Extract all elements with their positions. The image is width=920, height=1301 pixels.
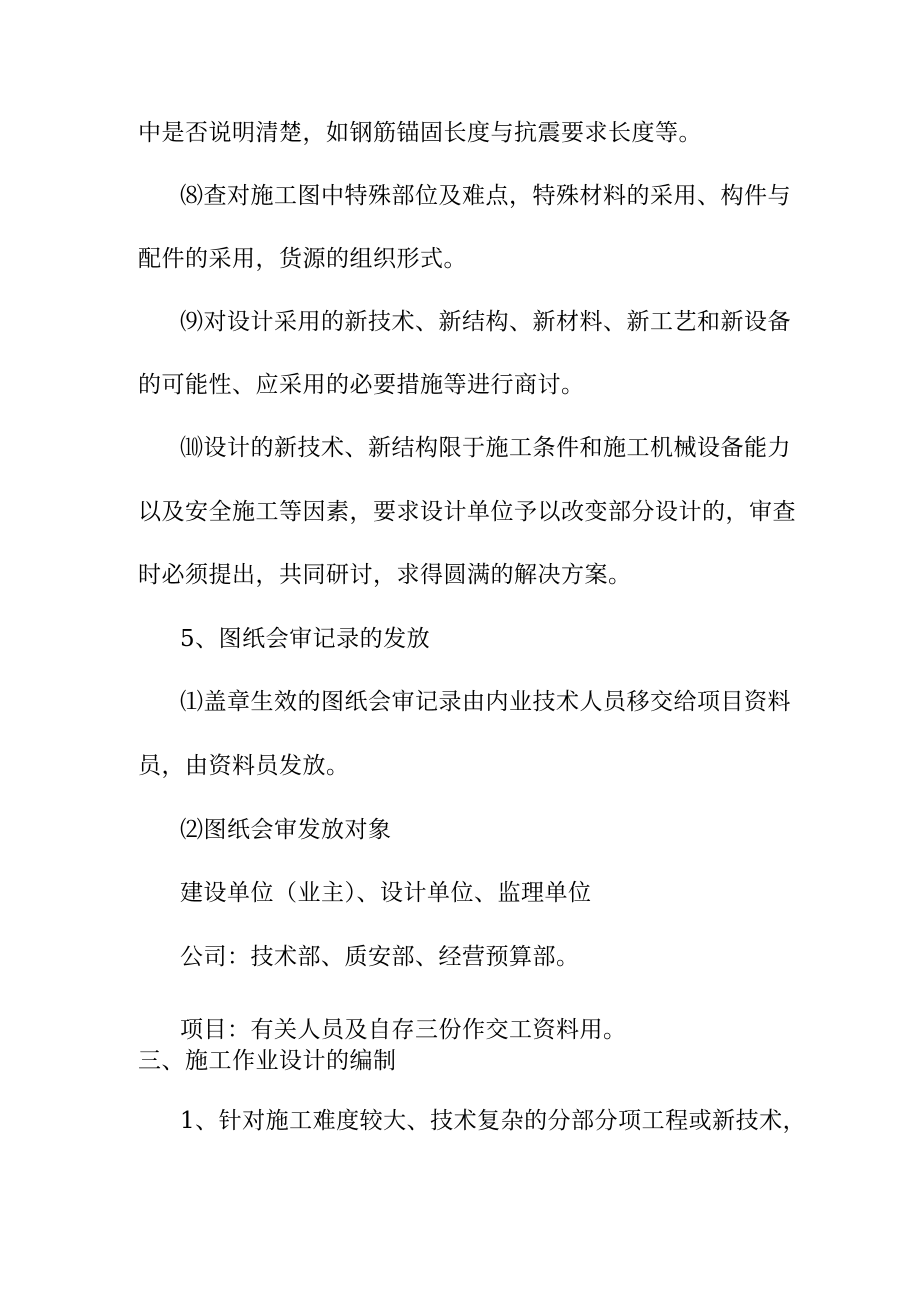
text-line: 的可能性、应采用的必要措施等进行商讨。 [138, 372, 585, 398]
text-line: 时必须提出，共同研讨，求得圆满的解决方案。 [138, 562, 632, 588]
text-line: ⑴盖章生效的图纸会审记录由内业技术人员移交给项目资料 [180, 689, 791, 715]
text-line: ⑼对设计采用的新技术、新结构、新材料、新工艺和新设备 [180, 309, 791, 335]
text-line: 建设单位（业主）、设计单位、监理单位 [180, 880, 592, 906]
text-line: ⑻查对施工图中特殊部位及难点，特殊材料的采用、构件与 [180, 183, 791, 209]
text-line: 中是否说明清楚，如钢筋锚固长度与抗震要求长度等。 [138, 120, 702, 146]
text-line: 1、针对施工难度较大、技术复杂的分部分项工程或新技术， [180, 1108, 807, 1134]
text-line: 以及安全施工等因素，要求设计单位予以改变部分设计的，审查 [138, 499, 796, 525]
text-line: 公司：技术部、质安部、经营预算部。 [180, 944, 580, 970]
section-heading: 5、图纸会审记录的发放 [180, 626, 431, 652]
text-line: 配件的采用，货源的组织形式。 [138, 246, 467, 272]
text-line: 项目：有关人员及自存三份作交工资料用。 [180, 1017, 627, 1043]
text-line: 员，由资料员发放。 [138, 753, 350, 779]
chapter-heading: 三、施工作业设计的编制 [138, 1048, 397, 1074]
text-line: ⑽设计的新技术、新结构限于施工条件和施工机械设备能力 [180, 435, 791, 461]
text-line: ⑵图纸会审发放对象 [180, 817, 392, 843]
